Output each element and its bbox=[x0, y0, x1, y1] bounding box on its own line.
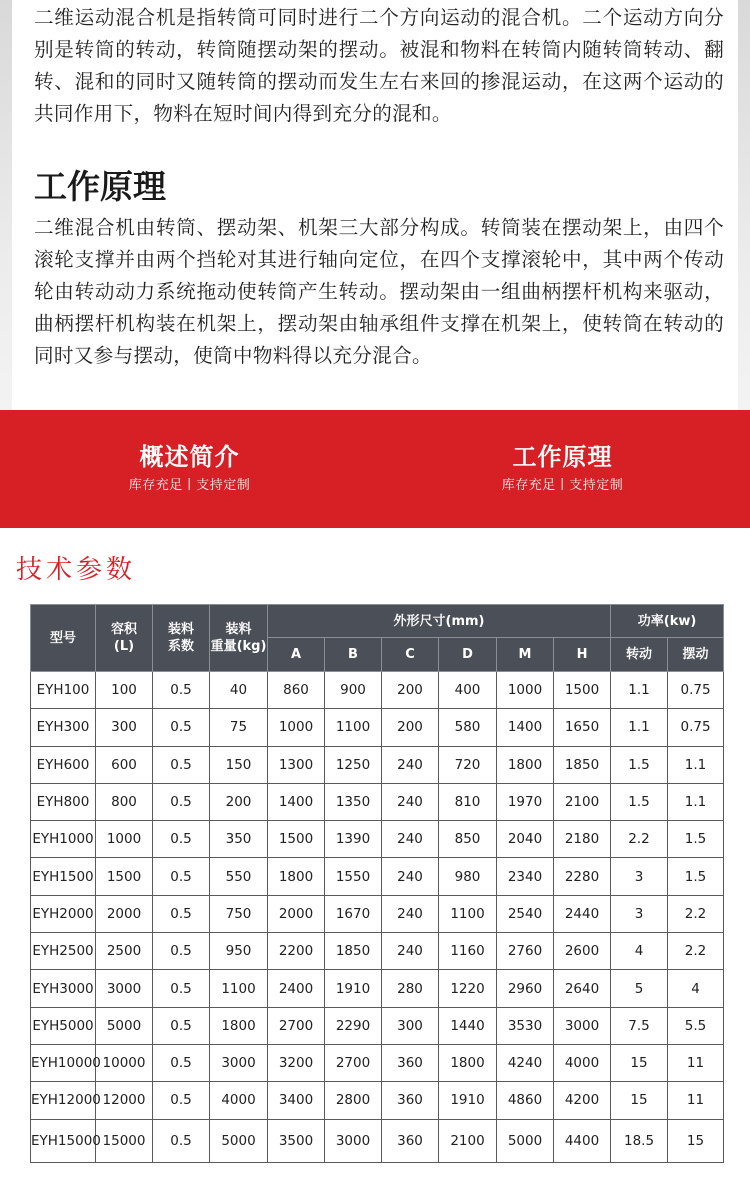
spec-table bbox=[30, 604, 724, 1163]
cell-capacity: 15000 bbox=[96, 1119, 153, 1162]
cell-dim-b: 3000 bbox=[325, 1119, 382, 1162]
table-row bbox=[31, 933, 724, 970]
intro-paragraph: 二维运动混合机是指转筒可同时进行二个方向运动的混合机。二个运动方向分别是转筒的转动，转筒随摆动架的摆动。被混和物料在转筒内随转筒转动、翻转、混和的同时又随转筒的摆动而发生左右来回的掺混运动，在这两个运动的共同作用下，物料在短时间内得到充分的混和。 bbox=[34, 6, 724, 125]
table-row bbox=[31, 672, 724, 709]
nav-item-subtitle: 库存充足丨支持定制 bbox=[128, 478, 251, 493]
cell-dim-m: 2960 bbox=[497, 970, 554, 1007]
cell-coef: 0.5 bbox=[153, 1119, 210, 1162]
principle-heading: 工作原理 bbox=[34, 167, 166, 206]
cell-power-rotate: 7.5 bbox=[611, 1007, 668, 1044]
cell-weight: 1800 bbox=[210, 1007, 268, 1044]
cell-dim-h: 1850 bbox=[554, 746, 611, 783]
header-dim-d: D bbox=[439, 638, 497, 672]
cell-dim-d: 1910 bbox=[439, 1082, 497, 1119]
cell-dim-m: 1000 bbox=[497, 672, 554, 709]
table-row bbox=[31, 1044, 724, 1081]
cell-power-rotate: 15 bbox=[611, 1082, 668, 1119]
header-weight bbox=[210, 605, 268, 672]
nav-item-title: 概述简介 bbox=[139, 443, 240, 471]
cell-dim-b: 1100 bbox=[325, 709, 382, 746]
nav-item-principle[interactable] bbox=[375, 440, 750, 496]
cell-capacity: 800 bbox=[96, 783, 153, 820]
cell-model: EYH2500 bbox=[31, 933, 96, 970]
table-row bbox=[31, 1082, 724, 1119]
cell-dim-h: 4200 bbox=[554, 1082, 611, 1119]
cell-power-swing: 11 bbox=[668, 1044, 724, 1081]
cell-power-rotate: 1.1 bbox=[611, 672, 668, 709]
header-coef-line2: 系数 bbox=[167, 639, 194, 654]
header-capacity-line2: (L) bbox=[113, 639, 135, 654]
cell-dim-a: 2000 bbox=[268, 895, 325, 932]
cell-capacity: 2500 bbox=[96, 933, 153, 970]
table-row bbox=[31, 970, 724, 1007]
cell-power-rotate: 4 bbox=[611, 933, 668, 970]
cell-dim-h: 4000 bbox=[554, 1044, 611, 1081]
header-dim-m: M bbox=[497, 638, 554, 672]
cell-dim-d: 1100 bbox=[439, 895, 497, 932]
cell-dim-m: 4860 bbox=[497, 1082, 554, 1119]
cell-weight: 550 bbox=[210, 858, 268, 895]
header-coef bbox=[153, 605, 210, 672]
content-card bbox=[12, 0, 738, 430]
cell-power-rotate: 3 bbox=[611, 858, 668, 895]
nav-item-title: 工作原理 bbox=[512, 443, 613, 471]
cell-dim-d: 720 bbox=[439, 746, 497, 783]
header-power: 功率(kw) bbox=[611, 605, 724, 638]
cell-dim-a: 1400 bbox=[268, 783, 325, 820]
cell-capacity: 600 bbox=[96, 746, 153, 783]
cell-dim-d: 850 bbox=[439, 821, 497, 858]
cell-power-swing: 2.2 bbox=[668, 895, 724, 932]
cell-dim-a: 3400 bbox=[268, 1082, 325, 1119]
cell-dim-a: 2400 bbox=[268, 970, 325, 1007]
specs-title: 技术参数 bbox=[16, 555, 137, 585]
table-row bbox=[31, 746, 724, 783]
cell-dim-a: 1000 bbox=[268, 709, 325, 746]
cell-power-rotate: 1.1 bbox=[611, 709, 668, 746]
cell-weight: 75 bbox=[210, 709, 268, 746]
cell-dim-b: 1550 bbox=[325, 858, 382, 895]
cell-capacity: 2000 bbox=[96, 895, 153, 932]
cell-power-swing: 11 bbox=[668, 1082, 724, 1119]
header-dimensions: 外形尺寸(mm) bbox=[268, 605, 611, 638]
cell-dim-a: 1500 bbox=[268, 821, 325, 858]
cell-coef: 0.5 bbox=[153, 672, 210, 709]
cell-dim-b: 1910 bbox=[325, 970, 382, 1007]
cell-power-swing: 1.5 bbox=[668, 821, 724, 858]
cell-dim-d: 1160 bbox=[439, 933, 497, 970]
cell-power-swing: 4 bbox=[668, 970, 724, 1007]
cell-dim-d: 2100 bbox=[439, 1119, 497, 1162]
cell-model: EYH1500 bbox=[31, 858, 96, 895]
cell-weight: 5000 bbox=[210, 1119, 268, 1162]
header-dim-c: C bbox=[382, 638, 439, 672]
cell-dim-h: 2180 bbox=[554, 821, 611, 858]
cell-power-rotate: 1.5 bbox=[611, 746, 668, 783]
cell-dim-m: 2540 bbox=[497, 895, 554, 932]
cell-capacity: 100 bbox=[96, 672, 153, 709]
table-row bbox=[31, 1119, 724, 1162]
cell-dim-a: 1800 bbox=[268, 858, 325, 895]
cell-capacity: 12000 bbox=[96, 1082, 153, 1119]
table-row bbox=[31, 709, 724, 746]
cell-model: EYH2000 bbox=[31, 895, 96, 932]
cell-dim-c: 240 bbox=[382, 858, 439, 895]
cell-weight: 950 bbox=[210, 933, 268, 970]
cell-power-swing: 5.5 bbox=[668, 1007, 724, 1044]
cell-model: EYH5000 bbox=[31, 1007, 96, 1044]
cell-weight: 350 bbox=[210, 821, 268, 858]
cell-dim-a: 860 bbox=[268, 672, 325, 709]
cell-dim-d: 400 bbox=[439, 672, 497, 709]
cell-coef: 0.5 bbox=[153, 1007, 210, 1044]
cell-dim-a: 2200 bbox=[268, 933, 325, 970]
table-row bbox=[31, 1007, 724, 1044]
cell-dim-h: 2600 bbox=[554, 933, 611, 970]
cell-coef: 0.5 bbox=[153, 709, 210, 746]
cell-coef: 0.5 bbox=[153, 858, 210, 895]
cell-dim-d: 810 bbox=[439, 783, 497, 820]
cell-dim-m: 3530 bbox=[497, 1007, 554, 1044]
cell-dim-c: 200 bbox=[382, 709, 439, 746]
cell-coef: 0.5 bbox=[153, 1044, 210, 1081]
cell-dim-a: 3500 bbox=[268, 1119, 325, 1162]
cell-dim-m: 1970 bbox=[497, 783, 554, 820]
cell-weight: 40 bbox=[210, 672, 268, 709]
header-weight-line1: 装料 bbox=[225, 622, 252, 637]
cell-dim-a: 1300 bbox=[268, 746, 325, 783]
nav-item-subtitle: 库存充足丨支持定制 bbox=[501, 478, 624, 493]
cell-capacity: 10000 bbox=[96, 1044, 153, 1081]
cell-coef: 0.5 bbox=[153, 783, 210, 820]
header-dim-a: A bbox=[268, 638, 325, 672]
cell-power-rotate: 3 bbox=[611, 895, 668, 932]
cell-dim-h: 4400 bbox=[554, 1119, 611, 1162]
cell-dim-b: 900 bbox=[325, 672, 382, 709]
cell-dim-d: 580 bbox=[439, 709, 497, 746]
cell-dim-c: 360 bbox=[382, 1044, 439, 1081]
cell-dim-a: 3200 bbox=[268, 1044, 325, 1081]
cell-dim-m: 2760 bbox=[497, 933, 554, 970]
nav-item-overview[interactable] bbox=[2, 440, 377, 496]
cell-model: EYH100 bbox=[31, 672, 96, 709]
cell-model: EYH600 bbox=[31, 746, 96, 783]
cell-dim-m: 4240 bbox=[497, 1044, 554, 1081]
cell-dim-h: 2280 bbox=[554, 858, 611, 895]
cell-dim-d: 980 bbox=[439, 858, 497, 895]
cell-dim-b: 2290 bbox=[325, 1007, 382, 1044]
cell-dim-d: 1220 bbox=[439, 970, 497, 1007]
cell-dim-h: 2440 bbox=[554, 895, 611, 932]
cell-dim-m: 1800 bbox=[497, 746, 554, 783]
cell-dim-c: 240 bbox=[382, 783, 439, 820]
cell-dim-c: 240 bbox=[382, 933, 439, 970]
cell-capacity: 300 bbox=[96, 709, 153, 746]
cell-dim-b: 1670 bbox=[325, 895, 382, 932]
cell-dim-b: 2800 bbox=[325, 1082, 382, 1119]
cell-dim-m: 1400 bbox=[497, 709, 554, 746]
cell-weight: 3000 bbox=[210, 1044, 268, 1081]
cell-power-rotate: 1.5 bbox=[611, 783, 668, 820]
cell-coef: 0.5 bbox=[153, 746, 210, 783]
cell-dim-d: 1800 bbox=[439, 1044, 497, 1081]
cell-dim-h: 2640 bbox=[554, 970, 611, 1007]
header-capacity-line1: 容积 bbox=[110, 622, 137, 637]
table-row bbox=[31, 858, 724, 895]
cell-coef: 0.5 bbox=[153, 933, 210, 970]
cell-power-swing: 0.75 bbox=[668, 672, 724, 709]
principle-paragraph: 二维混合机由转筒、摆动架、机架三大部分构成。转筒装在摆动架上，由四个滚轮支撑并由两个挡轮对其进行轴向定位，在四个支撑滚轮中，其中两个传动轮由转动动力系统拖动使转筒产生转动。摆动架由一组曲柄摆杆机构来驱动，曲柄摆杆机构装在机架上，摆动架由轴承组件支撑在机架上，使转筒在转动的同时又参与摆动，使筒中物料得以充分混合。 bbox=[34, 216, 724, 367]
header-power-rotate: 转动 bbox=[611, 638, 668, 672]
table-row bbox=[31, 783, 724, 820]
cell-model: EYH12000 bbox=[31, 1082, 96, 1119]
cell-coef: 0.5 bbox=[153, 895, 210, 932]
cell-dim-d: 1440 bbox=[439, 1007, 497, 1044]
cell-coef: 0.5 bbox=[153, 1082, 210, 1119]
cell-dim-c: 200 bbox=[382, 672, 439, 709]
cell-capacity: 1000 bbox=[96, 821, 153, 858]
cell-dim-h: 1500 bbox=[554, 672, 611, 709]
cell-dim-h: 1650 bbox=[554, 709, 611, 746]
cell-dim-c: 240 bbox=[382, 821, 439, 858]
cell-weight: 200 bbox=[210, 783, 268, 820]
cell-dim-c: 300 bbox=[382, 1007, 439, 1044]
header-dim-b: B bbox=[325, 638, 382, 672]
cell-dim-c: 280 bbox=[382, 970, 439, 1007]
cell-power-swing: 1.1 bbox=[668, 746, 724, 783]
cell-dim-c: 240 bbox=[382, 746, 439, 783]
cell-power-swing: 1.1 bbox=[668, 783, 724, 820]
cell-model: EYH10000 bbox=[31, 1044, 96, 1081]
cell-power-rotate: 15 bbox=[611, 1044, 668, 1081]
cell-power-swing: 0.75 bbox=[668, 709, 724, 746]
cell-power-swing: 1.5 bbox=[668, 858, 724, 895]
cell-dim-m: 5000 bbox=[497, 1119, 554, 1162]
cell-dim-h: 2100 bbox=[554, 783, 611, 820]
cell-dim-b: 1250 bbox=[325, 746, 382, 783]
table-row bbox=[31, 821, 724, 858]
cell-model: EYH800 bbox=[31, 783, 96, 820]
cell-capacity: 1500 bbox=[96, 858, 153, 895]
cell-dim-m: 2340 bbox=[497, 858, 554, 895]
header-coef-line1: 装料 bbox=[167, 622, 194, 637]
cell-dim-c: 240 bbox=[382, 895, 439, 932]
header-power-swing: 摆动 bbox=[668, 638, 724, 672]
cell-dim-c: 360 bbox=[382, 1082, 439, 1119]
table-row bbox=[31, 895, 724, 932]
header-dim-h: H bbox=[554, 638, 611, 672]
cell-capacity: 3000 bbox=[96, 970, 153, 1007]
cell-dim-b: 1390 bbox=[325, 821, 382, 858]
cell-dim-h: 3000 bbox=[554, 1007, 611, 1044]
header-weight-line2: 重量(kg) bbox=[210, 639, 267, 654]
cell-weight: 150 bbox=[210, 746, 268, 783]
header-capacity bbox=[96, 605, 153, 672]
cell-dim-a: 2700 bbox=[268, 1007, 325, 1044]
cell-capacity: 5000 bbox=[96, 1007, 153, 1044]
cell-dim-b: 2700 bbox=[325, 1044, 382, 1081]
cell-dim-m: 2040 bbox=[497, 821, 554, 858]
cell-model: EYH15000 bbox=[31, 1119, 96, 1162]
cell-model: EYH300 bbox=[31, 709, 96, 746]
cell-weight: 1100 bbox=[210, 970, 268, 1007]
spec-table-body bbox=[31, 672, 724, 1163]
cell-model: EYH3000 bbox=[31, 970, 96, 1007]
cell-dim-c: 360 bbox=[382, 1119, 439, 1162]
cell-power-rotate: 5 bbox=[611, 970, 668, 1007]
cell-dim-b: 1350 bbox=[325, 783, 382, 820]
cell-model: EYH1000 bbox=[31, 821, 96, 858]
header-model: 型号 bbox=[31, 605, 96, 672]
cell-dim-b: 1850 bbox=[325, 933, 382, 970]
cell-coef: 0.5 bbox=[153, 970, 210, 1007]
cell-coef: 0.5 bbox=[153, 821, 210, 858]
cell-power-rotate: 18.5 bbox=[611, 1119, 668, 1162]
cell-weight: 4000 bbox=[210, 1082, 268, 1119]
cell-power-rotate: 2.2 bbox=[611, 821, 668, 858]
cell-power-swing: 15 bbox=[668, 1119, 724, 1162]
cell-power-swing: 2.2 bbox=[668, 933, 724, 970]
cell-weight: 750 bbox=[210, 895, 268, 932]
